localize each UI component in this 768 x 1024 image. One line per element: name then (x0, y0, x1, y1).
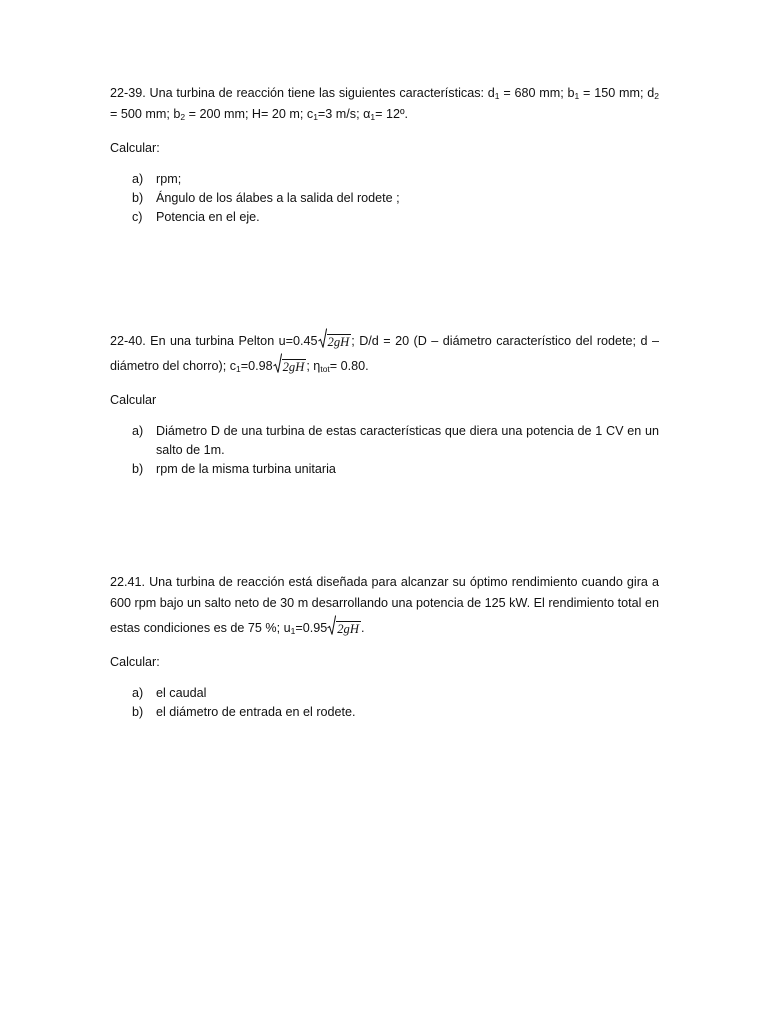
subscript: 1 (574, 91, 580, 101)
statement-text: ; η (306, 359, 321, 373)
subscript: 2 (654, 91, 659, 101)
square-root (327, 615, 361, 640)
subscript: 1 (494, 91, 500, 101)
radicand: 2gH (282, 360, 305, 374)
item-text: el caudal (156, 686, 207, 700)
square-root (318, 328, 352, 353)
calculate-heading: Calcular (110, 393, 157, 407)
statement-text: =3 m/s; α (317, 107, 371, 121)
statement-text: =0.95 (295, 621, 328, 635)
statement-text: 22-40. En una turbina Pelton u=0.45 (110, 334, 318, 348)
subscript: 1 (313, 112, 318, 122)
list-item (110, 703, 659, 722)
item-label: a) (132, 686, 144, 700)
list-item (110, 208, 659, 227)
item-label: c) (132, 210, 143, 224)
problem-22-41 (110, 572, 659, 722)
calculate-heading: Calcular: (110, 655, 160, 669)
item-text: Potencia en el eje. (156, 210, 260, 224)
subscript: 1 (236, 364, 241, 374)
statement-text: = 680 mm; b (499, 86, 575, 100)
item-text: rpm de la misma turbina unitaria (156, 462, 336, 476)
statement-text: 22-39. Una turbina de reacción tiene las siguientes características: d (110, 86, 495, 100)
item-text: Ángulo de los álabes a la salida del rodete ; (156, 191, 400, 205)
radicand: 2gH (327, 335, 350, 349)
item-label: b) (132, 191, 144, 205)
statement-text: =0.98 (240, 359, 273, 373)
subscript: 1 (370, 112, 376, 122)
radical-sign-icon (318, 328, 327, 349)
subscript: tot (320, 364, 330, 374)
subscript: 1 (290, 626, 296, 636)
list-item (110, 422, 659, 460)
question-list (110, 170, 659, 227)
list-item (110, 460, 659, 479)
problem-statement (110, 572, 659, 639)
item-label: b) (132, 462, 144, 476)
problem-statement (110, 327, 659, 377)
statement-text: = 200 mm; H= 20 m; c (185, 107, 314, 121)
calculate-heading: Calcular: (110, 141, 160, 155)
list-item (110, 684, 659, 703)
item-text: Diámetro D de una turbina de estas características que diera una potencia de 1 CV en un salto de 1m. (156, 424, 659, 457)
radical-sign-icon (273, 353, 282, 374)
list-item (110, 189, 659, 208)
problem-statement (110, 83, 659, 125)
list-item (110, 170, 659, 189)
statement-text: = 150 mm; d (579, 86, 655, 100)
radical-sign-icon (327, 615, 336, 636)
item-label: b) (132, 705, 144, 719)
statement-text: = 12º. (375, 107, 409, 121)
statement-text: . (360, 621, 365, 635)
problem-22-39 (110, 83, 659, 227)
question-list (110, 422, 659, 479)
radicand: 2gH (337, 622, 359, 636)
problem-22-40 (110, 327, 659, 479)
item-text: rpm; (156, 172, 182, 186)
square-root (273, 353, 307, 378)
item-label: a) (132, 424, 144, 438)
statement-text: = 0.80. (329, 359, 369, 373)
question-list (110, 684, 659, 722)
statement-text: 22.41. Una turbina de reacción está diseñada para alcanzar su óptimo rendimiento cuando gira a 600 rpm bajo un salto neto de 30 m desarrollando una potencia de 125 kW. El rendimiento total en estas condiciones es de 75 %; u (110, 575, 659, 635)
subscript: 2 (180, 112, 186, 122)
statement-text: ; D/d = 20 (D – diámetro característico del rodete; d – diámetro del chorro); c (110, 334, 659, 373)
item-text: el diámetro de entrada en el rodete. (156, 705, 356, 719)
statement-text: = 500 mm; b (110, 107, 181, 121)
item-label: a) (132, 172, 144, 186)
